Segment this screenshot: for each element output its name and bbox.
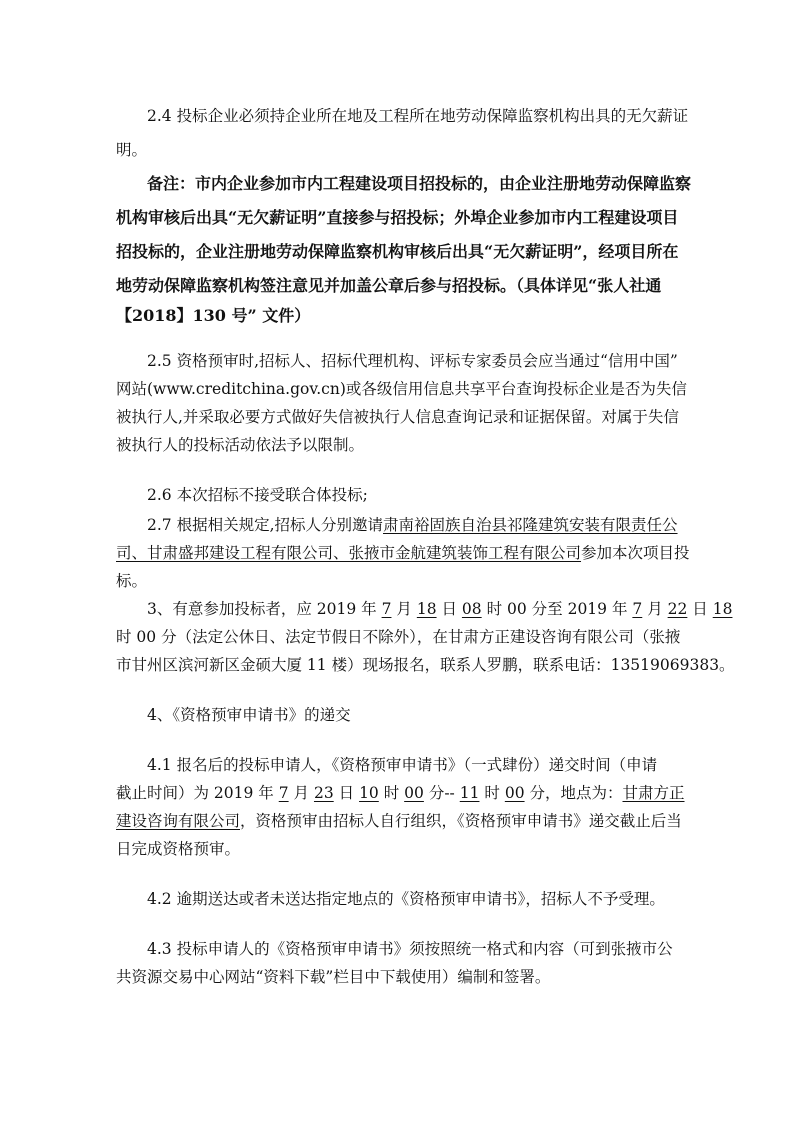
sec26-line1: 2.6 本次招标不接受联合体投标; (147, 486, 368, 504)
sec3-p2: 月 (391, 600, 417, 618)
submit-hour-from: 10 (359, 784, 379, 802)
sec42-line1: 4.2 逾期送达或者未送达指定地点的《资格预审申请书》，招标人不予受理。 (147, 890, 665, 908)
sec27-line2 (116, 543, 716, 563)
submit-month: 7 (278, 784, 289, 802)
reg-end-day: 22 (667, 600, 688, 618)
sec41-p1: 截止时间）为 2019 年 (116, 784, 279, 802)
sec4-title: 4、《资格预审申请书》的递交 (147, 706, 351, 724)
submit-min-from: 00 (404, 784, 424, 802)
sec24-line2: 明。 (116, 141, 148, 159)
reg-end-hour: 18 (712, 600, 733, 618)
sec3-p4: 时 00 分至 2019 年 (481, 600, 633, 618)
sec25-line1: 2.5 资格预审时,招标人、招标代理机构、评标专家委员会应当通过“信用中国” (147, 352, 678, 370)
sec24-line1: 2.4 投标企业必须持企业所在地及工程所在地劳动保障监察机构出具的无欠薪证 (147, 107, 689, 125)
sec3-line2: 时 00 分（法定公休日、法定节假日不除外），在甘肃方正建设咨询有限公司（张掖 (116, 628, 681, 646)
reg-end-month: 7 (632, 600, 643, 618)
sec27-tail: 参加本次项目投 (581, 544, 690, 562)
sec3-p6: 日 (687, 600, 713, 618)
sec27-intro: 2.7 根据相关规定,招标人分别邀请 (147, 516, 384, 534)
sec3-line3: 市甘州区滨河新区金硕大厦 11 楼）现场报名，联系人罗鹏，联系电话：13519069383。 (116, 656, 735, 674)
sec25-line3: 被执行人,并采取必要方式做好失信被执行人信息查询记录和证据保留。对属于失信 (116, 408, 679, 426)
sec25-line2: 网站(www.creditchina.gov.cn)或各级信用信息共享平台查询投标企业是否为失信 (116, 380, 687, 398)
sec27-line3: 标。 (116, 572, 148, 590)
sec27-line1 (147, 515, 747, 535)
submit-place-2: 建设咨询有限公司 (116, 812, 241, 830)
note-line3: 招投标的，企业注册地劳动保障监察机构审核后出具“无欠薪证明”，经项目所在 (116, 242, 679, 261)
sec3-p3: 日 (436, 600, 462, 618)
sec3-p1: 3、有意参加投标者，应 2019 年 (147, 600, 382, 618)
submit-day: 23 (313, 784, 334, 802)
invited-companies-2-3: 司、甘肃盛邦建设工程有限公司、张掖市金航建筑装饰工程有限公司 (116, 544, 582, 562)
sec25-line4: 被执行人的投标活动依法予以限制。 (116, 436, 365, 454)
note-line4: 地劳动保障监察机构签注意见并加盖公章后参与招投标。（具体详见“张人社通 (116, 276, 662, 295)
sec43-line2: 共资源交易中心网站“资料下载”栏目中下载使用）编制和签署。 (116, 968, 551, 986)
note-line1: 备注：市内企业参加市内工程建设项目招投标的，由企业注册地劳动保障监察 (147, 174, 692, 193)
sec41-p7: 分，地点为： (524, 784, 623, 802)
sec41-p4: 时 (378, 784, 405, 802)
sec41-p2: 月 (288, 784, 314, 802)
sec41-p6: 时 (479, 784, 505, 802)
submit-min-to: 00 (504, 784, 525, 802)
sec43-line1: 4.3 投标申请人的《资格预审申请书》须按照统一格式和内容（可到张掖市公 (147, 940, 673, 958)
sec41-line2 (116, 783, 716, 803)
sec41-p3: 日 (333, 784, 360, 802)
invited-company-1: 肃南裕固族自治县祁隆建筑安装有限责任公 (383, 516, 678, 534)
note-line2: 机构审核后出具“无欠薪证明”直接参与招投标；外埠企业参加市内工程建设项目 (116, 208, 679, 227)
reg-start-month: 7 (381, 600, 392, 618)
sec41-line3 (116, 811, 716, 831)
sec41-line4: 日完成资格预审。 (116, 840, 241, 858)
sec41-line3-rest: ，资格预审由招标人自行组织，《资格预审申请书》递交截止后当 (240, 812, 682, 830)
submit-place-1: 甘肃方正 (622, 784, 685, 802)
submit-hour-to: 11 (459, 784, 480, 802)
note-line5: 【2018】130 号” 文件） (116, 306, 311, 325)
reg-start-day: 18 (416, 600, 437, 618)
sec3-p5: 月 (642, 600, 668, 618)
sec41-p5: 分-- (423, 784, 460, 802)
sec3-line1 (147, 599, 747, 619)
sec41-line1: 4.1 报名后的投标申请人，《资格预审申请书》（一式肆份）递交时间（申请 (147, 756, 658, 774)
reg-start-hour: 08 (461, 600, 482, 618)
